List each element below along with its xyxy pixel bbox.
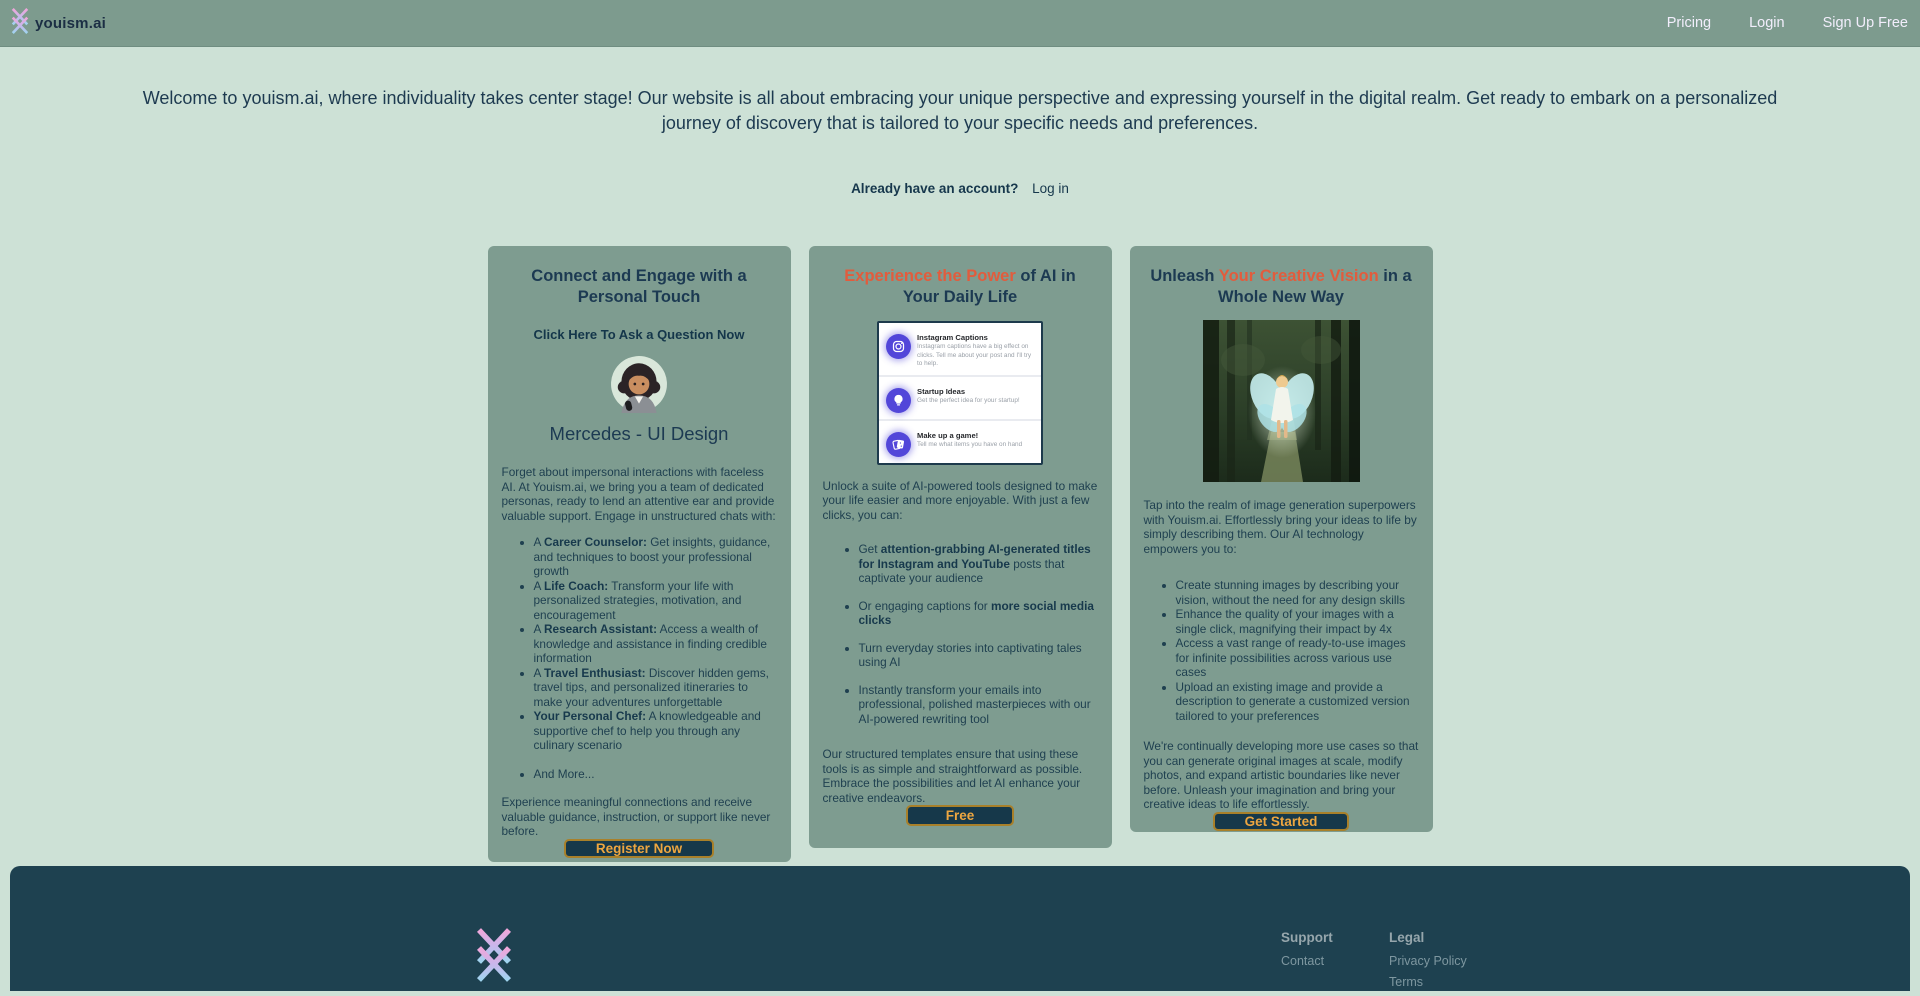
footer-support-column [1281,930,1333,975]
list-item: • Turn everyday stories into captivating tales using AI [859,641,1098,670]
card-personas [488,246,791,862]
card-image-generation-intro: Tap into the realm of image generation superpowers with Youism.ai. Effortlessly bring your ideas to life by simply describing them. Our AI technology empowers you to: [1143,498,1417,556]
card-image-generation [1130,246,1433,832]
app-row-startup [879,377,1041,421]
footer-legal-column [1389,930,1467,996]
lightbulb-icon [886,388,911,413]
list-item: • Access a vast range of ready-to-use images for infinite possibilities across various use cases [1176,636,1419,680]
nav-links [1667,15,1908,31]
list-item: • Or engaging captions for more social media clicks [859,599,1098,628]
list-item: • And More... [534,767,777,782]
footer-terms-link[interactable]: Terms [1389,975,1424,989]
ask-question-link[interactable]: Click Here To Ask a Question Now [533,327,745,342]
account-prompt-row [0,181,1920,196]
game-cards-icon [886,432,911,457]
app-row-desc: Tell me what items you have on hand [917,440,1023,448]
footer-legal-heading: Legal [1389,930,1425,945]
list-item: • Get attention-grabbing AI-generated titles for Instagram and YouTube posts that captivate your audience [859,542,1098,586]
nav-signup[interactable]: Sign Up Free [1822,15,1908,31]
list-item: • A Career Counselor: Get insights, guidance, and techniques to boost your professional growth [534,535,777,579]
get-started-button[interactable]: Get Started [1213,812,1350,831]
persona-name: Mercedes - UI Design [549,423,729,444]
card-image-generation-title: Unleash Your Creative Vision in a Whole New Way [1150,267,1412,306]
account-prompt: Already have an account? [851,181,1019,196]
youism-footer-logo-icon [470,926,518,984]
app-row-instagram [879,323,1041,377]
youism-logo-icon [8,7,32,40]
card-image-generation-bullets [1144,578,1419,723]
app-row-title: Instagram Captions [917,333,988,342]
persona-avatar [610,355,668,413]
list-item: • A Life Coach: Transform your life with personalized strategies, motivation, and encouragement [534,579,777,623]
list-item: • A Research Assistant: Access a wealth of knowledge and assistance in finding credible information [534,622,777,666]
card-ai-tools-intro: Unlock a suite of AI-powered tools designed to make your life easier and more enjoyable. With just a few clicks, you can: [822,478,1098,522]
login-link[interactable]: Log in [1032,181,1069,196]
app-row-game [879,421,1041,463]
list-item: • Your Personal Chef: A knowledgeable and supportive chef to help you through any culinary scenario [534,709,777,753]
list-item: • Instantly transform your emails into professional, polished masterpieces with our AI-powered rewriting tool [859,683,1098,727]
card-ai-tools-outro: Our structured templates ensure that using these tools is as simple and straightforward as possible. Embrace the possibilities and let AI enhance your creative endeavors. [822,747,1083,805]
app-row-title: Make up a game! [917,430,979,440]
brand-name: youism.ai [35,14,106,32]
card-personas-bullets [502,535,777,781]
free-button[interactable]: Free [906,805,1015,826]
list-item: • Enhance the quality of your images with a single click, magnifying their impact by 4x [1176,607,1419,636]
card-personas-title: Connect and Engage with a Personal Touch [531,267,747,306]
welcome-text: Welcome to youism.ai, where individuality takes center stage! Our website is all about embracing your unique perspective and expressing yourself in the digital realm. Get ready to embark on a personalized journey of discovery that is tailored to your specific needs and preferences. [142,88,1778,133]
top-navbar [0,0,1920,47]
instagram-icon [886,334,911,359]
app-row-title: Startup Ideas [917,386,966,396]
nav-login[interactable]: Login [1749,15,1785,31]
card-ai-tools-bullets [823,542,1098,739]
footer-contact-link[interactable]: Contact [1281,954,1325,968]
nav-pricing[interactable]: Pricing [1666,15,1712,31]
fairy-forest-image [1203,320,1360,482]
ai-tools-screenshot [877,321,1043,465]
list-item: • Upload an existing image and provide a description to generate a customized version tailored to your preferences [1176,680,1419,724]
app-row-desc: Instagram captions have a big effect on clicks. Tell me about your post and I'll try to help. [917,343,1032,368]
footer [10,866,1910,991]
card-ai-tools [809,246,1112,848]
register-now-button[interactable]: Register Now [564,839,714,858]
brand-logo[interactable] [8,7,106,40]
card-personas-intro: Forget about impersonal interactions with faceless AI. At Youism.ai, we bring you a team of dedicated personas, ready to lend an attentive ear and provide valuable support. Engage in unstructured chats with: [501,465,776,523]
card-personas-outro: Experience meaningful connections and receive valuable guidance, instruction, or support like never before. [501,795,771,838]
footer-support-heading: Support [1281,930,1333,945]
feature-cards [0,246,1920,862]
list-item: • Create stunning images by describing your vision, without the need for any design skills [1176,578,1419,607]
card-image-generation-outro: We're continually developing more use cases so that you can generate original images at scale, modify photos, and expand artistic boundaries like never before. Unleash your imagination and bring your creative ideas to life effortlessly. [1143,739,1419,811]
list-item: • A Travel Enthusiast: Discover hidden gems, travel tips, and personalized itineraries to make your adventures unforgettable [534,666,777,710]
app-row-desc: Get the perfect idea for your startup! [917,396,1020,404]
footer-privacy-link[interactable]: Privacy Policy [1389,954,1467,968]
card-ai-tools-title: Experience the Power of AI in Your Daily Life [844,267,1076,306]
